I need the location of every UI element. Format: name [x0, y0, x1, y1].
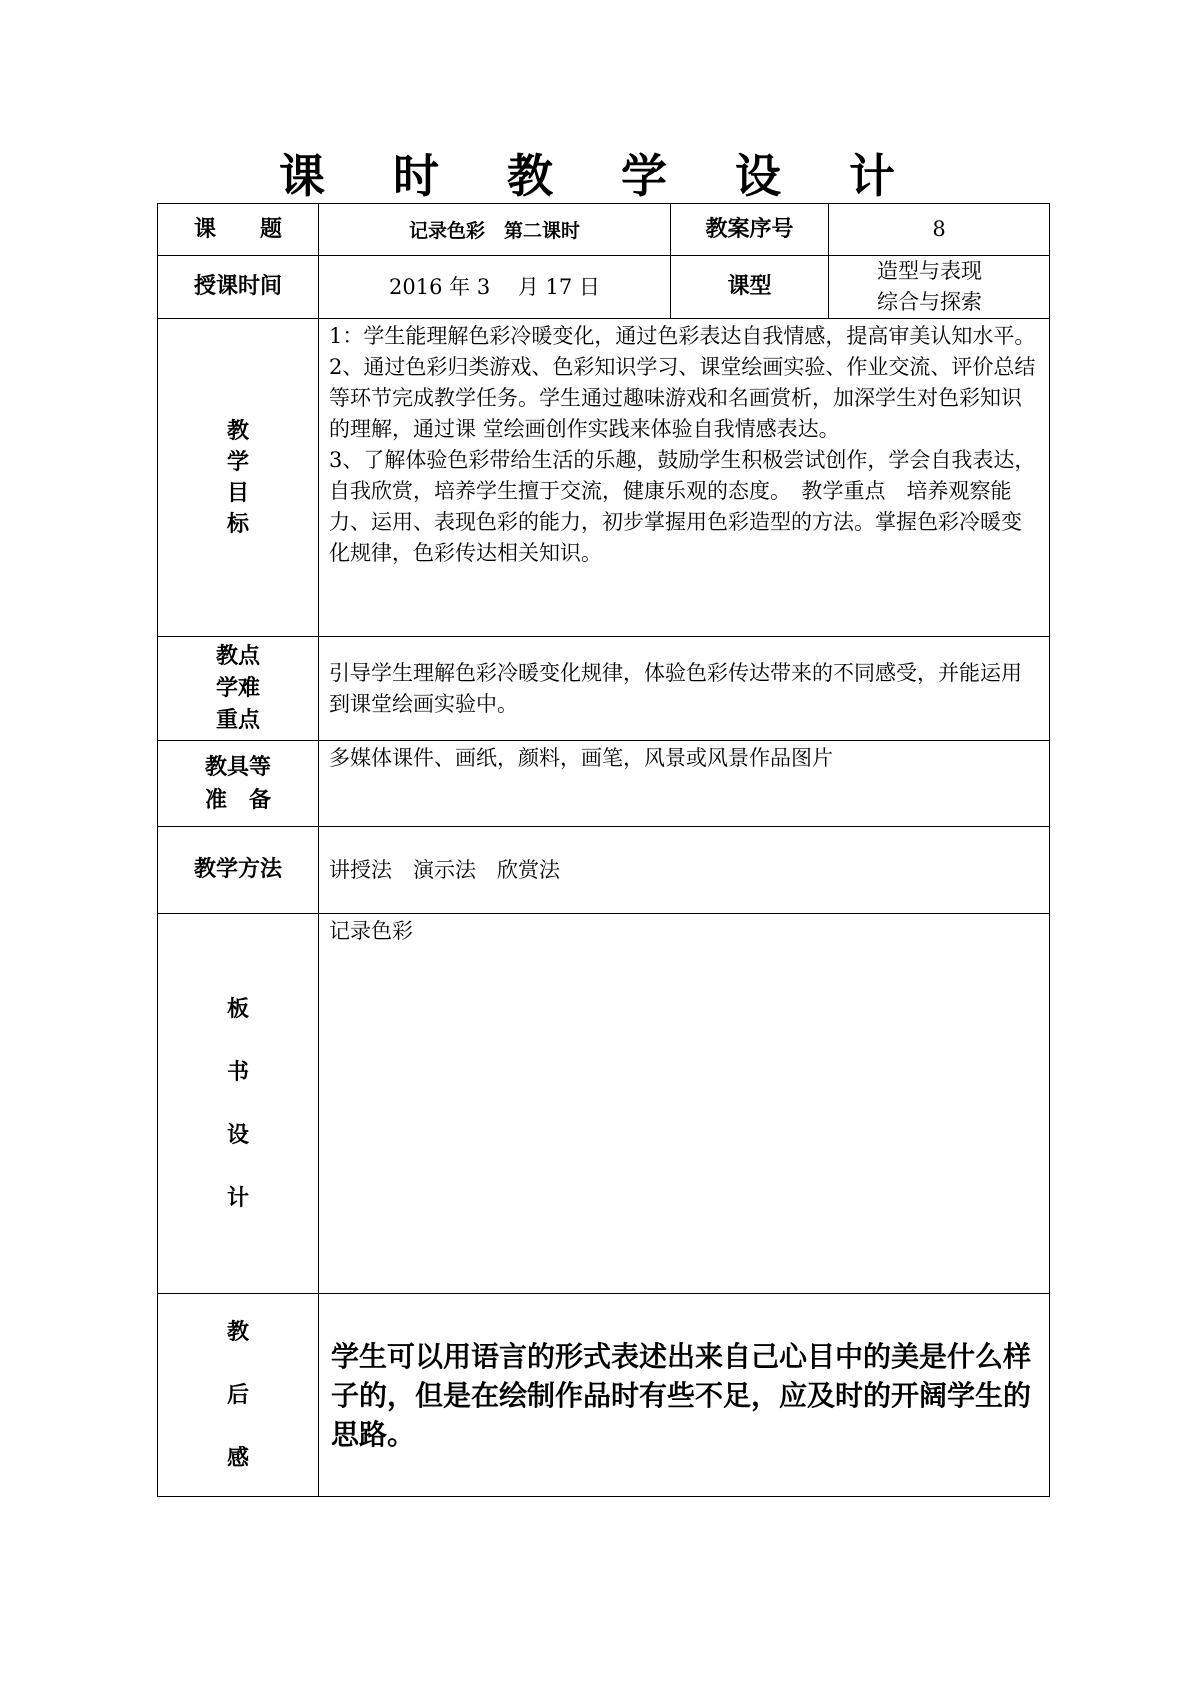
row-board: [158, 914, 1050, 1294]
difficulty-label: [158, 637, 319, 741]
type-label: 课型: [671, 256, 829, 319]
document-title: 课 时 教 学 设 计: [278, 149, 922, 203]
reflection-label-char: 感: [226, 1445, 249, 1471]
lesson-plan-table: [157, 203, 1050, 1497]
time-label: 授课时间: [158, 256, 319, 319]
reflection-text: 学生可以用语言的形式表述出来自己心目中的美是什么样子的，但是在绘制作品时有些不足，应及时的开阔学生的思路。: [319, 1294, 1050, 1497]
objectives-label-char: 教: [226, 418, 249, 444]
board-text: 记录色彩: [319, 914, 1050, 1294]
topic-label: 课 题: [158, 204, 319, 256]
serial-value: 8: [829, 204, 1050, 256]
materials-text: 多媒体课件、画纸，颜料，画笔，风景或风景作品图片: [319, 741, 1050, 827]
difficulty-label-line: 重点: [215, 707, 260, 733]
materials-label-line: 教具等: [204, 754, 271, 780]
type-line-2: 综合与探索: [877, 290, 982, 314]
time-value: 2016 年 3 月 17 日: [319, 256, 671, 319]
objectives-label: [158, 319, 319, 637]
row-time: [158, 256, 1050, 319]
board-label-char: 设: [226, 1122, 249, 1148]
serial-label: 教案序号: [671, 204, 829, 256]
reflection-label-char: 后: [226, 1382, 249, 1408]
objectives-text: 1：学生能理解色彩冷暖变化，通过色彩表达自我情感，提高审美认知水平。 2、通过色彩归类游戏、色彩知识学习、课堂绘画实验、作业交流、评价总结等环节完成教学任务。学生通过趣味游戏和名画赏析，加深学生对色彩知识的理解，通过课 堂绘画创作实践来体验自我情感表达。 3、了解体验色彩带给生活的乐趣，鼓励学生积极尝试创作，学会自我表达，自我欣赏，培养学生擅于交流，健康乐观的态度。 教学重点 培养观察能力、运用、表现色彩的能力，初步掌握用色彩造型的方法。掌握色彩冷暖变化规律，色彩传达相关知识。: [319, 319, 1050, 637]
materials-label: [158, 741, 319, 827]
type-value: [829, 256, 1050, 319]
row-difficulty: [158, 637, 1050, 741]
objectives-label-char: 目: [226, 480, 249, 506]
objectives-label-char: 标: [226, 511, 249, 537]
row-objectives: [158, 319, 1050, 637]
row-reflection: [158, 1294, 1050, 1497]
type-line-1: 造型与表现: [877, 259, 982, 283]
methods-label: 教学方法: [158, 827, 319, 914]
materials-label-line: 准 备: [204, 787, 271, 813]
difficulty-text: 引导学生理解色彩冷暖变化规律，体验色彩传达带来的不同感受，并能运用到课堂绘画实验中。: [319, 637, 1050, 741]
difficulty-label-line: 学难: [215, 675, 260, 701]
board-label-char: 板: [226, 996, 249, 1022]
reflection-label-char: 教: [226, 1319, 249, 1345]
topic-value: 记录色彩 第二课时: [319, 204, 671, 256]
objectives-label-char: 学: [226, 449, 249, 475]
reflection-label: [158, 1294, 319, 1497]
board-label: [158, 914, 319, 1294]
board-label-char: 书: [226, 1059, 249, 1085]
row-materials: [158, 741, 1050, 827]
board-label-char: 计: [226, 1185, 249, 1211]
row-methods: [158, 827, 1050, 914]
difficulty-label-line: 教点: [215, 643, 260, 669]
methods-text: 讲授法 演示法 欣赏法: [319, 827, 1050, 914]
row-topic: [158, 204, 1050, 256]
